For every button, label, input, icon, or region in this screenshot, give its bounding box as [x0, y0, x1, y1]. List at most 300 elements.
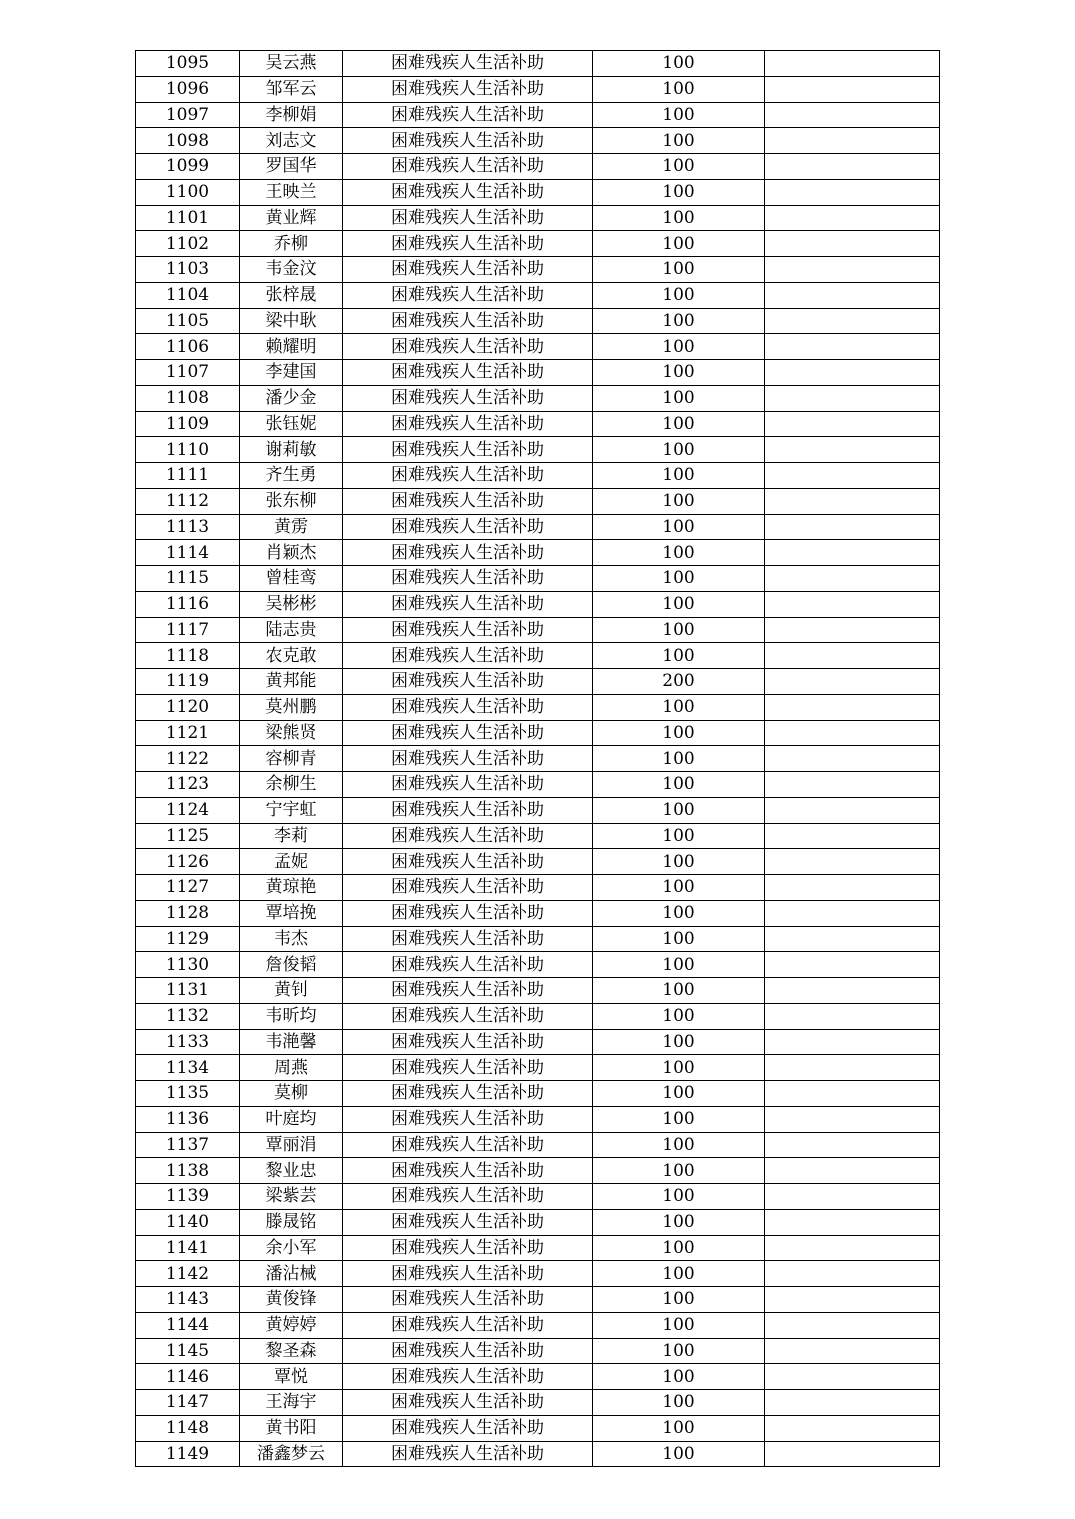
- table-row: [136, 797, 940, 823]
- subsidy-item-cell: 困难残疾人生活补助: [343, 463, 593, 489]
- amount-cell: 100: [593, 1415, 765, 1441]
- table-row: [136, 102, 940, 128]
- subsidy-item-cell: 困难残疾人生活补助: [343, 411, 593, 437]
- table-row: [136, 488, 940, 514]
- remark-cell: [765, 1235, 940, 1261]
- subsidy-item-cell: 困难残疾人生活补助: [343, 797, 593, 823]
- serial-number-cell: 1141: [136, 1235, 240, 1261]
- subsidy-item-cell: 困难残疾人生活补助: [343, 385, 593, 411]
- table-row: [136, 643, 940, 669]
- name-cell: 梁紫芸: [240, 1184, 343, 1210]
- amount-cell: 100: [593, 1390, 765, 1416]
- serial-number-cell: 1117: [136, 617, 240, 643]
- amount-cell: 100: [593, 643, 765, 669]
- subsidy-item-cell: 困难残疾人生活补助: [343, 128, 593, 154]
- serial-number-cell: 1128: [136, 900, 240, 926]
- name-cell: 张钰妮: [240, 411, 343, 437]
- name-cell: 李莉: [240, 823, 343, 849]
- remark-cell: [765, 128, 940, 154]
- serial-number-cell: 1134: [136, 1055, 240, 1081]
- serial-number-cell: 1110: [136, 437, 240, 463]
- amount-cell: 100: [593, 179, 765, 205]
- subsidy-item-cell: 困难残疾人生活补助: [343, 1390, 593, 1416]
- table-row: [136, 540, 940, 566]
- amount-cell: 100: [593, 1209, 765, 1235]
- name-cell: 韦金汶: [240, 257, 343, 283]
- remark-cell: [765, 463, 940, 489]
- subsidy-item-cell: 困难残疾人生活补助: [343, 1003, 593, 1029]
- serial-number-cell: 1099: [136, 154, 240, 180]
- name-cell: 张梓晟: [240, 282, 343, 308]
- table-row: [136, 51, 940, 77]
- table-row: [136, 566, 940, 592]
- table-row: [136, 823, 940, 849]
- amount-cell: 100: [593, 540, 765, 566]
- serial-number-cell: 1095: [136, 51, 240, 77]
- serial-number-cell: 1101: [136, 205, 240, 231]
- name-cell: 陆志贵: [240, 617, 343, 643]
- name-cell: 齐生勇: [240, 463, 343, 489]
- name-cell: 吴云燕: [240, 51, 343, 77]
- amount-cell: 100: [593, 437, 765, 463]
- subsidy-item-cell: 困难残疾人生活补助: [343, 1209, 593, 1235]
- subsidy-item-cell: 困难残疾人生活补助: [343, 566, 593, 592]
- serial-number-cell: 1112: [136, 488, 240, 514]
- subsidy-item-cell: 困难残疾人生活补助: [343, 1415, 593, 1441]
- subsidy-item-cell: 困难残疾人生活补助: [343, 360, 593, 386]
- subsidy-item-cell: 困难残疾人生活补助: [343, 488, 593, 514]
- subsidy-item-cell: 困难残疾人生活补助: [343, 1055, 593, 1081]
- subsidy-item-cell: 困难残疾人生活补助: [343, 978, 593, 1004]
- table-row: [136, 128, 940, 154]
- remark-cell: [765, 1312, 940, 1338]
- subsidy-item-cell: 困难残疾人生活补助: [343, 1338, 593, 1364]
- table-row: [136, 360, 940, 386]
- remark-cell: [765, 437, 940, 463]
- table-row: [136, 746, 940, 772]
- name-cell: 余柳生: [240, 772, 343, 798]
- serial-number-cell: 1149: [136, 1441, 240, 1467]
- name-cell: 张东柳: [240, 488, 343, 514]
- table-row: [136, 952, 940, 978]
- serial-number-cell: 1096: [136, 76, 240, 102]
- amount-cell: 100: [593, 1287, 765, 1313]
- serial-number-cell: 1116: [136, 591, 240, 617]
- subsidy-item-cell: 困难残疾人生活补助: [343, 849, 593, 875]
- amount-cell: 100: [593, 76, 765, 102]
- remark-cell: [765, 566, 940, 592]
- name-cell: 黄业辉: [240, 205, 343, 231]
- subsidy-item-cell: 困难残疾人生活补助: [343, 257, 593, 283]
- serial-number-cell: 1100: [136, 179, 240, 205]
- serial-number-cell: 1140: [136, 1209, 240, 1235]
- serial-number-cell: 1130: [136, 952, 240, 978]
- remark-cell: [765, 823, 940, 849]
- name-cell: 赖耀明: [240, 334, 343, 360]
- serial-number-cell: 1143: [136, 1287, 240, 1313]
- table-row: [136, 926, 940, 952]
- serial-number-cell: 1139: [136, 1184, 240, 1210]
- remark-cell: [765, 76, 940, 102]
- name-cell: 覃悦: [240, 1364, 343, 1390]
- name-cell: 余小军: [240, 1235, 343, 1261]
- table-row: [136, 154, 940, 180]
- subsidy-item-cell: 困难残疾人生活补助: [343, 875, 593, 901]
- serial-number-cell: 1138: [136, 1158, 240, 1184]
- amount-cell: 100: [593, 1132, 765, 1158]
- name-cell: 肖颖杰: [240, 540, 343, 566]
- remark-cell: [765, 1364, 940, 1390]
- table-row: [136, 1106, 940, 1132]
- amount-cell: 100: [593, 463, 765, 489]
- serial-number-cell: 1131: [136, 978, 240, 1004]
- serial-number-cell: 1133: [136, 1029, 240, 1055]
- remark-cell: [765, 1132, 940, 1158]
- serial-number-cell: 1113: [136, 514, 240, 540]
- subsidy-item-cell: 困难残疾人生活补助: [343, 1364, 593, 1390]
- amount-cell: 100: [593, 1261, 765, 1287]
- name-cell: 潘少金: [240, 385, 343, 411]
- name-cell: 潘沾械: [240, 1261, 343, 1287]
- serial-number-cell: 1132: [136, 1003, 240, 1029]
- name-cell: 王映兰: [240, 179, 343, 205]
- serial-number-cell: 1135: [136, 1081, 240, 1107]
- remark-cell: [765, 360, 940, 386]
- serial-number-cell: 1146: [136, 1364, 240, 1390]
- subsidy-item-cell: 困难残疾人生活补助: [343, 51, 593, 77]
- amount-cell: 100: [593, 1081, 765, 1107]
- remark-cell: [765, 617, 940, 643]
- name-cell: 曾桂鸾: [240, 566, 343, 592]
- remark-cell: [765, 1390, 940, 1416]
- amount-cell: 100: [593, 411, 765, 437]
- subsidy-item-cell: 困难残疾人生活补助: [343, 540, 593, 566]
- table-row: [136, 308, 940, 334]
- name-cell: 周燕: [240, 1055, 343, 1081]
- name-cell: 谢莉敏: [240, 437, 343, 463]
- amount-cell: 100: [593, 205, 765, 231]
- subsidy-item-cell: 困难残疾人生活补助: [343, 669, 593, 695]
- table-row: [136, 1132, 940, 1158]
- remark-cell: [765, 1261, 940, 1287]
- name-cell: 刘志文: [240, 128, 343, 154]
- amount-cell: 200: [593, 669, 765, 695]
- remark-cell: [765, 102, 940, 128]
- serial-number-cell: 1121: [136, 720, 240, 746]
- subsidy-item-cell: 困难残疾人生活补助: [343, 900, 593, 926]
- remark-cell: [765, 205, 940, 231]
- name-cell: 覃培挽: [240, 900, 343, 926]
- table-row: [136, 231, 940, 257]
- name-cell: 黄书阳: [240, 1415, 343, 1441]
- serial-number-cell: 1125: [136, 823, 240, 849]
- subsidy-item-cell: 困难残疾人生活补助: [343, 1441, 593, 1467]
- subsidy-item-cell: 困难残疾人生活补助: [343, 1081, 593, 1107]
- table-row: [136, 772, 940, 798]
- remark-cell: [765, 694, 940, 720]
- serial-number-cell: 1119: [136, 669, 240, 695]
- amount-cell: 100: [593, 926, 765, 952]
- subsidy-item-cell: 困难残疾人生活补助: [343, 1158, 593, 1184]
- amount-cell: 100: [593, 566, 765, 592]
- serial-number-cell: 1137: [136, 1132, 240, 1158]
- remark-cell: [765, 257, 940, 283]
- remark-cell: [765, 488, 940, 514]
- amount-cell: 100: [593, 1158, 765, 1184]
- name-cell: 邹军云: [240, 76, 343, 102]
- amount-cell: 100: [593, 102, 765, 128]
- table-row: [136, 1235, 940, 1261]
- amount-cell: 100: [593, 875, 765, 901]
- name-cell: 韦杰: [240, 926, 343, 952]
- remark-cell: [765, 669, 940, 695]
- serial-number-cell: 1106: [136, 334, 240, 360]
- name-cell: 黄俊锋: [240, 1287, 343, 1313]
- remark-cell: [765, 334, 940, 360]
- subsidy-item-cell: 困难残疾人生活补助: [343, 720, 593, 746]
- amount-cell: 100: [593, 308, 765, 334]
- remark-cell: [765, 849, 940, 875]
- name-cell: 黄邦能: [240, 669, 343, 695]
- amount-cell: 100: [593, 1029, 765, 1055]
- subsidy-item-cell: 困难残疾人生活补助: [343, 952, 593, 978]
- remark-cell: [765, 1415, 940, 1441]
- remark-cell: [765, 952, 940, 978]
- subsidy-item-cell: 困难残疾人生活补助: [343, 282, 593, 308]
- name-cell: 黎业忠: [240, 1158, 343, 1184]
- name-cell: 李柳娟: [240, 102, 343, 128]
- amount-cell: 100: [593, 1338, 765, 1364]
- remark-cell: [765, 1338, 940, 1364]
- table-row: [136, 1441, 940, 1467]
- table-row: [136, 617, 940, 643]
- amount-cell: 100: [593, 334, 765, 360]
- amount-cell: 100: [593, 617, 765, 643]
- remark-cell: [765, 1029, 940, 1055]
- amount-cell: 100: [593, 360, 765, 386]
- amount-cell: 100: [593, 772, 765, 798]
- serial-number-cell: 1108: [136, 385, 240, 411]
- name-cell: 叶庭均: [240, 1106, 343, 1132]
- name-cell: 乔柳: [240, 231, 343, 257]
- serial-number-cell: 1107: [136, 360, 240, 386]
- table-row: [136, 1338, 940, 1364]
- amount-cell: 100: [593, 488, 765, 514]
- serial-number-cell: 1114: [136, 540, 240, 566]
- amount-cell: 100: [593, 900, 765, 926]
- name-cell: 孟妮: [240, 849, 343, 875]
- subsidy-item-cell: 困难残疾人生活补助: [343, 772, 593, 798]
- remark-cell: [765, 1106, 940, 1132]
- serial-number-cell: 1147: [136, 1390, 240, 1416]
- remark-cell: [765, 1003, 940, 1029]
- amount-cell: 100: [593, 694, 765, 720]
- table-row: [136, 514, 940, 540]
- remark-cell: [765, 772, 940, 798]
- subsidy-item-cell: 困难残疾人生活补助: [343, 1235, 593, 1261]
- name-cell: 黎圣森: [240, 1338, 343, 1364]
- table-row: [136, 1055, 940, 1081]
- amount-cell: 100: [593, 385, 765, 411]
- table-row: [136, 694, 940, 720]
- table-row: [136, 1287, 940, 1313]
- table-row: [136, 1364, 940, 1390]
- table-row: [136, 978, 940, 1004]
- table-row: [136, 1390, 940, 1416]
- subsidy-item-cell: 困难残疾人生活补助: [343, 1287, 593, 1313]
- remark-cell: [765, 591, 940, 617]
- table-row: [136, 1003, 940, 1029]
- table-row: [136, 1261, 940, 1287]
- serial-number-cell: 1142: [136, 1261, 240, 1287]
- name-cell: 詹俊韬: [240, 952, 343, 978]
- amount-cell: 100: [593, 746, 765, 772]
- table-row: [136, 257, 940, 283]
- serial-number-cell: 1105: [136, 308, 240, 334]
- table-row: [136, 179, 940, 205]
- subsidy-item-cell: 困难残疾人生活补助: [343, 437, 593, 463]
- subsidy-item-cell: 困难残疾人生活补助: [343, 334, 593, 360]
- serial-number-cell: 1120: [136, 694, 240, 720]
- subsidy-item-cell: 困难残疾人生活补助: [343, 102, 593, 128]
- name-cell: 黄钊: [240, 978, 343, 1004]
- table-row: [136, 76, 940, 102]
- table-row: [136, 1312, 940, 1338]
- table-row: [136, 463, 940, 489]
- remark-cell: [765, 282, 940, 308]
- remark-cell: [765, 1209, 940, 1235]
- table-row: [136, 282, 940, 308]
- name-cell: 韦滟馨: [240, 1029, 343, 1055]
- remark-cell: [765, 231, 940, 257]
- name-cell: 潘鑫梦云: [240, 1441, 343, 1467]
- amount-cell: 100: [593, 1055, 765, 1081]
- remark-cell: [765, 179, 940, 205]
- name-cell: 梁熊贤: [240, 720, 343, 746]
- table-row: [136, 875, 940, 901]
- subsidy-item-cell: 困难残疾人生活补助: [343, 694, 593, 720]
- amount-cell: 100: [593, 1184, 765, 1210]
- amount-cell: 100: [593, 720, 765, 746]
- subsidy-item-cell: 困难残疾人生活补助: [343, 231, 593, 257]
- serial-number-cell: 1111: [136, 463, 240, 489]
- amount-cell: 100: [593, 51, 765, 77]
- amount-cell: 100: [593, 952, 765, 978]
- serial-number-cell: 1097: [136, 102, 240, 128]
- amount-cell: 100: [593, 849, 765, 875]
- subsidy-item-cell: 困难残疾人生活补助: [343, 643, 593, 669]
- name-cell: 罗国华: [240, 154, 343, 180]
- name-cell: 黄婷婷: [240, 1312, 343, 1338]
- table-row: [136, 437, 940, 463]
- serial-number-cell: 1098: [136, 128, 240, 154]
- name-cell: 黄琼艳: [240, 875, 343, 901]
- amount-cell: 100: [593, 282, 765, 308]
- amount-cell: 100: [593, 978, 765, 1004]
- remark-cell: [765, 643, 940, 669]
- remark-cell: [765, 875, 940, 901]
- name-cell: 容柳青: [240, 746, 343, 772]
- table-row: [136, 334, 940, 360]
- serial-number-cell: 1122: [136, 746, 240, 772]
- serial-number-cell: 1136: [136, 1106, 240, 1132]
- remark-cell: [765, 797, 940, 823]
- table-row: [136, 900, 940, 926]
- amount-cell: 100: [593, 128, 765, 154]
- table-row: [136, 1209, 940, 1235]
- serial-number-cell: 1124: [136, 797, 240, 823]
- table-row: [136, 205, 940, 231]
- serial-number-cell: 1129: [136, 926, 240, 952]
- subsidy-item-cell: 困难残疾人生活补助: [343, 746, 593, 772]
- serial-number-cell: 1104: [136, 282, 240, 308]
- serial-number-cell: 1115: [136, 566, 240, 592]
- subsidy-item-cell: 困难残疾人生活补助: [343, 617, 593, 643]
- remark-cell: [765, 746, 940, 772]
- subsidy-item-cell: 困难残疾人生活补助: [343, 308, 593, 334]
- remark-cell: [765, 1081, 940, 1107]
- remark-cell: [765, 1184, 940, 1210]
- amount-cell: 100: [593, 1106, 765, 1132]
- remark-cell: [765, 1441, 940, 1467]
- subsidy-item-cell: 困难残疾人生活补助: [343, 823, 593, 849]
- serial-number-cell: 1145: [136, 1338, 240, 1364]
- table-row: [136, 1415, 940, 1441]
- amount-cell: 100: [593, 823, 765, 849]
- name-cell: 莫州鹏: [240, 694, 343, 720]
- subsidy-item-cell: 困难残疾人生活补助: [343, 1029, 593, 1055]
- amount-cell: 100: [593, 797, 765, 823]
- remark-cell: [765, 1158, 940, 1184]
- amount-cell: 100: [593, 257, 765, 283]
- remark-cell: [765, 51, 940, 77]
- table-row: [136, 1158, 940, 1184]
- amount-cell: 100: [593, 1235, 765, 1261]
- name-cell: 梁中耿: [240, 308, 343, 334]
- subsidy-item-cell: 困难残疾人生活补助: [343, 1261, 593, 1287]
- amount-cell: 100: [593, 231, 765, 257]
- serial-number-cell: 1103: [136, 257, 240, 283]
- remark-cell: [765, 385, 940, 411]
- name-cell: 李建国: [240, 360, 343, 386]
- subsidy-item-cell: 困难残疾人生活补助: [343, 76, 593, 102]
- remark-cell: [765, 926, 940, 952]
- remark-cell: [765, 411, 940, 437]
- serial-number-cell: 1148: [136, 1415, 240, 1441]
- name-cell: 覃丽涓: [240, 1132, 343, 1158]
- table-row: [136, 1081, 940, 1107]
- amount-cell: 100: [593, 1003, 765, 1029]
- subsidy-item-cell: 困难残疾人生活补助: [343, 1106, 593, 1132]
- name-cell: 王海宇: [240, 1390, 343, 1416]
- amount-cell: 100: [593, 1364, 765, 1390]
- serial-number-cell: 1109: [136, 411, 240, 437]
- amount-cell: 100: [593, 154, 765, 180]
- remark-cell: [765, 1287, 940, 1313]
- subsidy-item-cell: 困难残疾人生活补助: [343, 1132, 593, 1158]
- serial-number-cell: 1144: [136, 1312, 240, 1338]
- table-row: [136, 849, 940, 875]
- subsidy-item-cell: 困难残疾人生活补助: [343, 154, 593, 180]
- subsidy-item-cell: 困难残疾人生活补助: [343, 179, 593, 205]
- remark-cell: [765, 514, 940, 540]
- subsidy-item-cell: 困难残疾人生活补助: [343, 514, 593, 540]
- serial-number-cell: 1118: [136, 643, 240, 669]
- serial-number-cell: 1127: [136, 875, 240, 901]
- amount-cell: 100: [593, 514, 765, 540]
- remark-cell: [765, 154, 940, 180]
- table-row: [136, 411, 940, 437]
